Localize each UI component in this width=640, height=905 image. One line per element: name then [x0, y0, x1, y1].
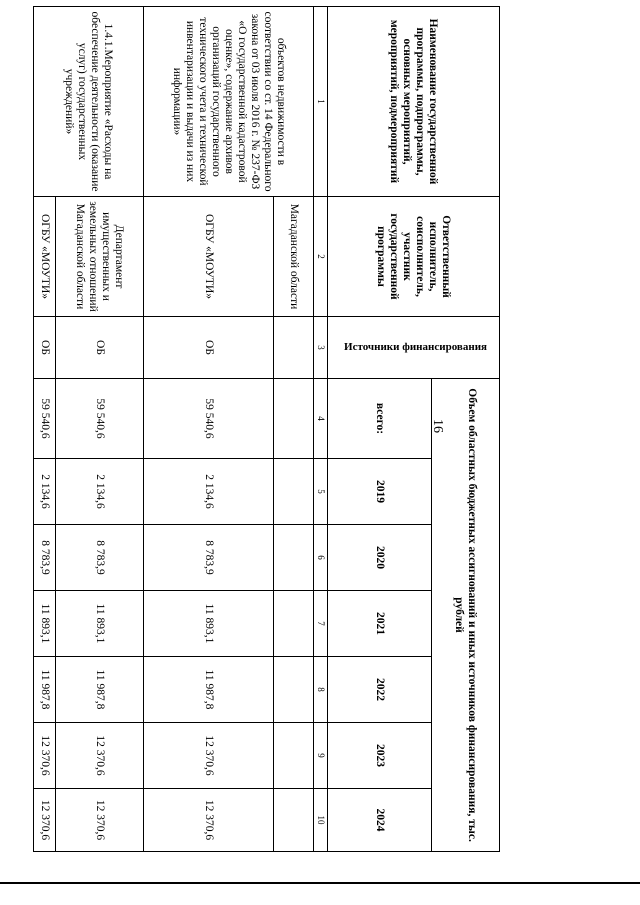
- row-executor-top: Магаданской области: [274, 197, 314, 317]
- row-source: ОБ: [34, 317, 56, 379]
- row-value: 2 134,6: [56, 459, 144, 525]
- row-value: 59 540,6: [34, 379, 56, 459]
- column-number: 7: [314, 591, 328, 657]
- row-value: 8 783,9: [34, 525, 56, 591]
- header-year: 2022: [328, 657, 432, 723]
- row-value: 12 370,6: [144, 723, 274, 789]
- column-number: 8: [314, 657, 328, 723]
- header-executor: Ответственный исполнитель, соисполнитель, участник государственной программы: [328, 197, 500, 317]
- header-year: 2024: [328, 789, 432, 852]
- row-name: 1.4.1.Мероприятие «Расходы на обеспечение деятельности (оказание услуг) государственных учреждений»: [34, 7, 144, 197]
- row-source: ОБ: [144, 317, 274, 379]
- column-number: 5: [314, 459, 328, 525]
- empty-cell: [274, 317, 314, 379]
- row-name: объектов недвижимости в соответствии со ст. 14 Федерального закона от 03 июля 2016 г. № 237-ФЗ «О государственной кадастровой оценке», содержание архивов организаций государственного технического учета и технической инвентаризации и выдачи из них информации»: [144, 7, 314, 197]
- budget-table-container: [39, 6, 500, 851]
- column-number: 10: [314, 789, 328, 852]
- empty-cell: [274, 525, 314, 591]
- header-year: 2019: [328, 459, 432, 525]
- budget-table: [33, 6, 500, 852]
- header-year: 2020: [328, 525, 432, 591]
- row-value: 12 370,6: [34, 723, 56, 789]
- column-number: 3: [314, 317, 328, 379]
- row-value: 8 783,9: [56, 525, 144, 591]
- row-executor: ОГБУ «МОУТИ»: [144, 197, 274, 317]
- row-value: 11 987,8: [144, 657, 274, 723]
- row-value: 12 370,6: [34, 789, 56, 852]
- header-name: Наименование государственной программы, подпрограммы, основных мероприятий, мероприятий, подмероприятий: [328, 7, 500, 197]
- empty-cell: [274, 591, 314, 657]
- row-value: 59 540,6: [56, 379, 144, 459]
- row-executor: Департамент имущественных и земельных отношений Магаданской области: [56, 197, 144, 317]
- row-source: ОБ: [56, 317, 144, 379]
- column-number: 9: [314, 723, 328, 789]
- header-year: 2023: [328, 723, 432, 789]
- empty-cell: [274, 789, 314, 852]
- column-number: 6: [314, 525, 328, 591]
- empty-cell: [274, 379, 314, 459]
- row-value: 2 134,6: [144, 459, 274, 525]
- empty-cell: [274, 723, 314, 789]
- row-value: 12 370,6: [144, 789, 274, 852]
- row-value: 11 893,1: [144, 591, 274, 657]
- header-year: 2021: [328, 591, 432, 657]
- row-value: 2 134,6: [34, 459, 56, 525]
- row-value: 8 783,9: [144, 525, 274, 591]
- row-value: 11 893,1: [56, 591, 144, 657]
- row-value: 11 987,8: [34, 657, 56, 723]
- empty-cell: [274, 459, 314, 525]
- header-source: Источники финансирования: [328, 317, 500, 379]
- row-value: 12 370,6: [56, 789, 144, 852]
- column-number: 1: [314, 7, 328, 197]
- empty-cell: [274, 657, 314, 723]
- page-number: 16: [430, 419, 445, 433]
- row-value: 11 987,8: [56, 657, 144, 723]
- row-value: 11 893,1: [34, 591, 56, 657]
- row-value: 59 540,6: [144, 379, 274, 459]
- column-number: 2: [314, 197, 328, 317]
- header-total: всего:: [328, 379, 432, 459]
- page-bottom-rule: [0, 882, 640, 884]
- header-volume: Объем областных бюджетных ассигнований и иных источников финансирования, тыс. рублей: [432, 379, 500, 852]
- row-value: 12 370,6: [56, 723, 144, 789]
- column-number: 4: [314, 379, 328, 459]
- row-executor: ОГБУ «МОУТИ»: [34, 197, 56, 317]
